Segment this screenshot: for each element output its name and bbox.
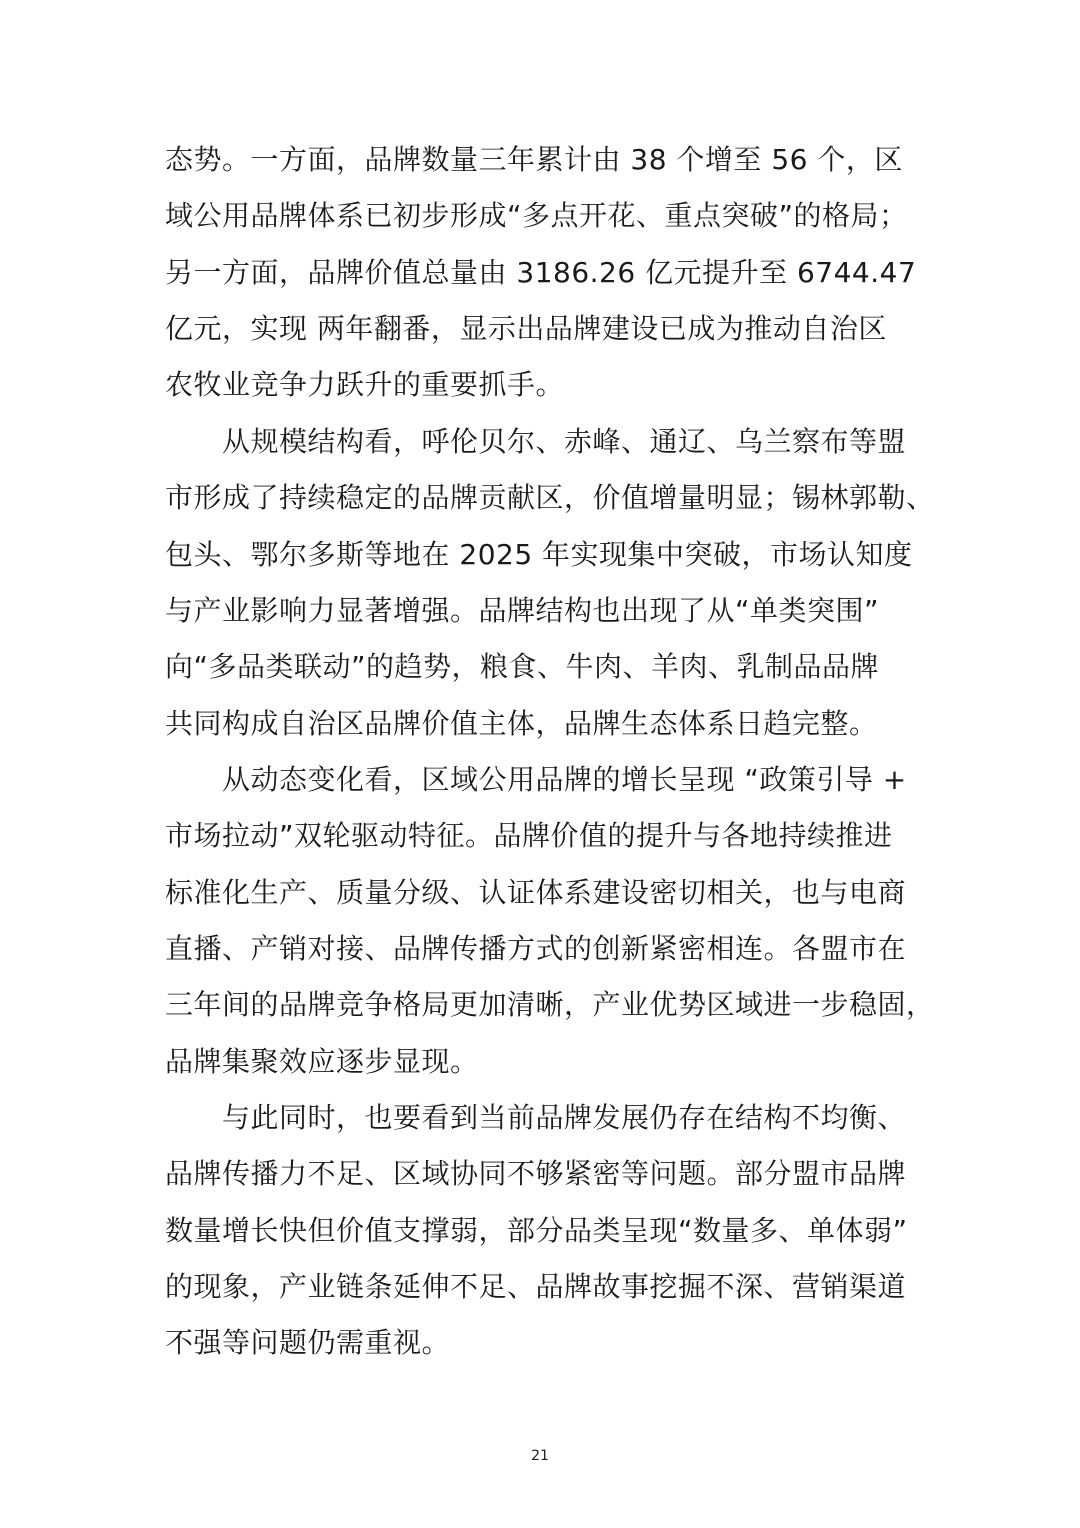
text-line: 与此同时，也要看到当前品牌发展仍存在结构不均衡、 <box>222 1101 907 1134</box>
text-line: 市场拉动”双轮驱动特征。品牌价值的提升与各地持续推进 <box>165 819 893 852</box>
text-line: 从规模结构看，呼伦贝尔、赤峰、通辽、乌兰察布等盟 <box>222 425 907 458</box>
text-line: 市形成了持续稳定的品牌贡献区，价值增量明显；锡林郭勒、 <box>165 481 935 514</box>
text-line: 向“多品类联动”的趋势，粮食、牛肉、羊肉、乳制品品牌 <box>165 650 880 683</box>
text-line: 包头、鄂尔多斯等地在 2025 年实现集中突破，市场认知度 <box>165 538 913 571</box>
text-line: 数量增长快但价值支撑弱，部分品类呈现“数量多、单体弱” <box>165 1214 908 1247</box>
text-line: 品牌集聚效应逐步显现。 <box>165 1045 479 1078</box>
text-line: 直播、产销对接、品牌传播方式的创新紧密相连。各盟市在 <box>165 932 907 965</box>
text-line: 农牧业竞争力跃升的重要抓手。 <box>165 368 565 401</box>
text-line: 态势。一方面，品牌数量三年累计由 38 个增至 56 个，区 <box>165 143 903 176</box>
text-line: 三年间的品牌竞争格局更加清晰，产业优势区域进一步稳固， <box>165 988 935 1021</box>
page-number: 21 <box>531 1448 549 1464</box>
text-line: 另一方面，品牌价值总量由 3186.26 亿元提升至 6744.47 <box>165 256 917 289</box>
text-line: 的现象，产业链条延伸不足、品牌故事挖掘不深、营销渠道 <box>165 1270 907 1303</box>
text-line: 标准化生产、质量分级、认证体系建设密切相关，也与电商 <box>165 876 907 909</box>
text-line: 域公用品牌体系已初步形成“多点开花、重点突破”的格局； <box>165 199 908 232</box>
text-line: 不强等问题仍需重视。 <box>165 1326 451 1359</box>
text-line: 从动态变化看，区域公用品牌的增长呈现 “政策引导 + <box>222 763 907 796</box>
text-line: 共同构成自治区品牌价值主体，品牌生态体系日趋完整。 <box>165 707 878 740</box>
text-line: 与产业影响力显著增强。品牌结构也出现了从“单类突围” <box>165 594 880 627</box>
text-line: 亿元，实现 两年翻番，显示出品牌建设已成为推动自治区 <box>165 312 887 345</box>
text-line: 品牌传播力不足、区域协同不够紧密等问题。部分盟市品牌 <box>165 1157 907 1190</box>
